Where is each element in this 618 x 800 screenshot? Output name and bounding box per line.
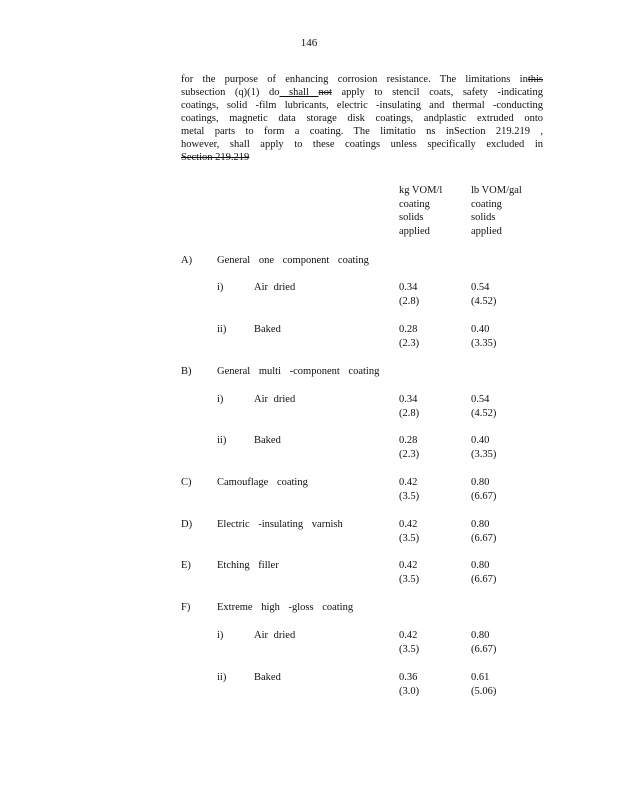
table-row-subcategory	[0, 629, 618, 659]
header-line: solids	[399, 212, 424, 223]
value-primary: 0.54	[471, 282, 490, 293]
value-primary: 0.36	[399, 672, 418, 683]
value-lb-vom-per-gallon	[471, 559, 496, 586]
table-row-subcategory	[0, 281, 618, 311]
text-run: subsection (q)(1) do	[181, 87, 280, 98]
row-number: i)	[217, 282, 224, 293]
header-line: applied	[399, 225, 430, 237]
table-row-category	[0, 365, 618, 395]
value-alternate: (2.3)	[399, 448, 420, 460]
row-letter: A)	[181, 255, 193, 266]
row-letter: F)	[181, 602, 191, 613]
header-line: lb VOM/gal	[471, 185, 522, 196]
value-primary: 0.42	[399, 477, 418, 488]
value-kg-vom-per-liter	[399, 434, 419, 461]
value-alternate: (2.8)	[399, 407, 420, 419]
value-lb-vom-per-gallon	[471, 671, 496, 698]
value-primary: 0.61	[471, 672, 490, 683]
text-run: metal parts to form a coating. The limitatio ns inSection 219.219 ,	[181, 126, 543, 137]
header-line: solids	[471, 212, 496, 223]
value-primary: 0.40	[471, 435, 490, 446]
column-header-kg-vom-per-liter	[399, 184, 469, 238]
struck-text: this	[527, 74, 543, 85]
table-row-category	[0, 601, 618, 631]
value-kg-vom-per-liter	[399, 559, 419, 586]
row-letter: B)	[181, 366, 192, 377]
value-primary: 0.28	[399, 324, 418, 335]
value-alternate: (3.5)	[399, 532, 420, 544]
table-row-subcategory	[0, 393, 618, 423]
value-lb-vom-per-gallon	[471, 476, 496, 503]
text-run: coatings, solid -film lubricants, electric -insulating and thermal -conducting	[181, 100, 543, 111]
value-primary: 0.42	[399, 630, 418, 641]
row-letter: D)	[181, 519, 193, 530]
header-line: applied	[471, 225, 502, 237]
value-primary: 0.40	[471, 324, 490, 335]
value-primary: 0.80	[471, 560, 490, 571]
row-label: Air dried	[254, 282, 296, 293]
paragraph-line	[181, 125, 543, 138]
row-label: General multi -component coating	[217, 366, 380, 377]
value-lb-vom-per-gallon	[471, 434, 496, 461]
value-lb-vom-per-gallon	[471, 629, 496, 656]
value-primary: 0.34	[399, 282, 418, 293]
paragraph-line	[181, 73, 543, 86]
table-row-category	[0, 559, 618, 589]
value-alternate: (3.0)	[399, 685, 420, 697]
table-row-category	[0, 518, 618, 548]
value-alternate: (4.52)	[471, 407, 497, 419]
value-lb-vom-per-gallon	[471, 518, 496, 545]
value-alternate: (6.67)	[471, 573, 497, 585]
row-number: ii)	[217, 324, 227, 335]
paragraph-line	[181, 151, 543, 164]
page-number: 146	[300, 37, 318, 49]
value-kg-vom-per-liter	[399, 323, 419, 350]
value-alternate: (2.3)	[399, 337, 420, 349]
text-run: for the purpose of enhancing corrosion resistance. The limitations in	[181, 74, 528, 85]
value-alternate: (3.35)	[471, 448, 497, 460]
value-alternate: (6.67)	[471, 643, 497, 655]
table-row-subcategory	[0, 434, 618, 464]
value-primary: 0.42	[399, 560, 418, 571]
value-kg-vom-per-liter	[399, 518, 419, 545]
paragraph-line	[181, 138, 543, 151]
text-run: apply to stencil coats, safety -indicating	[331, 87, 543, 98]
row-label: Air dried	[254, 394, 296, 405]
value-alternate: (2.8)	[399, 295, 420, 307]
text-run: coatings, magnetic data storage disk coatings, andplastic extruded onto	[181, 113, 543, 124]
value-kg-vom-per-liter	[399, 629, 419, 656]
value-alternate: (3.35)	[471, 337, 497, 349]
text-run: however, shall apply to these coatings unless specifically excluded in	[181, 139, 543, 150]
value-kg-vom-per-liter	[399, 281, 419, 308]
row-label: Baked	[254, 672, 281, 683]
value-primary: 0.54	[471, 394, 490, 405]
value-kg-vom-per-liter	[399, 671, 419, 698]
row-label: Air dried	[254, 630, 296, 641]
row-label: Baked	[254, 324, 281, 335]
row-label: Camouflage coating	[217, 477, 308, 488]
inserted-text: shall	[279, 87, 319, 98]
paragraph-line	[181, 112, 543, 125]
value-primary: 0.80	[471, 519, 490, 530]
row-label: General one component coating	[217, 255, 369, 266]
value-primary: 0.34	[399, 394, 418, 405]
value-alternate: (3.5)	[399, 573, 420, 585]
paragraph-line	[181, 86, 543, 99]
row-label: Extreme high -gloss coating	[217, 602, 354, 613]
table-row-category	[0, 476, 618, 506]
column-header-lb-vom-per-gallon	[471, 184, 541, 238]
paragraph-line	[181, 99, 543, 112]
value-primary: 0.80	[471, 477, 490, 488]
header-line: coating	[471, 198, 502, 210]
row-number: i)	[217, 630, 224, 641]
value-primary: 0.80	[471, 630, 490, 641]
value-lb-vom-per-gallon	[471, 281, 496, 308]
row-label: Etching filler	[217, 560, 279, 571]
table-row-subcategory	[0, 671, 618, 701]
header-line: coating	[399, 198, 430, 210]
value-alternate: (3.5)	[399, 643, 420, 655]
row-label: Electric -insulating varnish	[217, 519, 343, 530]
value-alternate: (6.67)	[471, 532, 497, 544]
row-number: ii)	[217, 435, 227, 446]
row-number: i)	[217, 394, 224, 405]
struck-text: not	[318, 87, 332, 98]
row-letter: C)	[181, 477, 192, 488]
row-number: ii)	[217, 672, 227, 683]
value-primary: 0.42	[399, 519, 418, 530]
value-kg-vom-per-liter	[399, 476, 419, 503]
body-paragraph	[181, 73, 543, 164]
struck-text: Section 219.219	[181, 152, 250, 163]
value-alternate: (4.52)	[471, 295, 497, 307]
row-letter: E)	[181, 560, 191, 571]
row-label: Baked	[254, 435, 281, 446]
table-row-subcategory	[0, 323, 618, 353]
header-line: kg VOM/l	[399, 185, 443, 196]
value-alternate: (3.5)	[399, 490, 420, 502]
value-alternate: (5.06)	[471, 685, 497, 697]
value-lb-vom-per-gallon	[471, 393, 496, 420]
table-row-category	[0, 254, 618, 284]
value-lb-vom-per-gallon	[471, 323, 496, 350]
value-kg-vom-per-liter	[399, 393, 419, 420]
value-primary: 0.28	[399, 435, 418, 446]
value-alternate: (6.67)	[471, 490, 497, 502]
